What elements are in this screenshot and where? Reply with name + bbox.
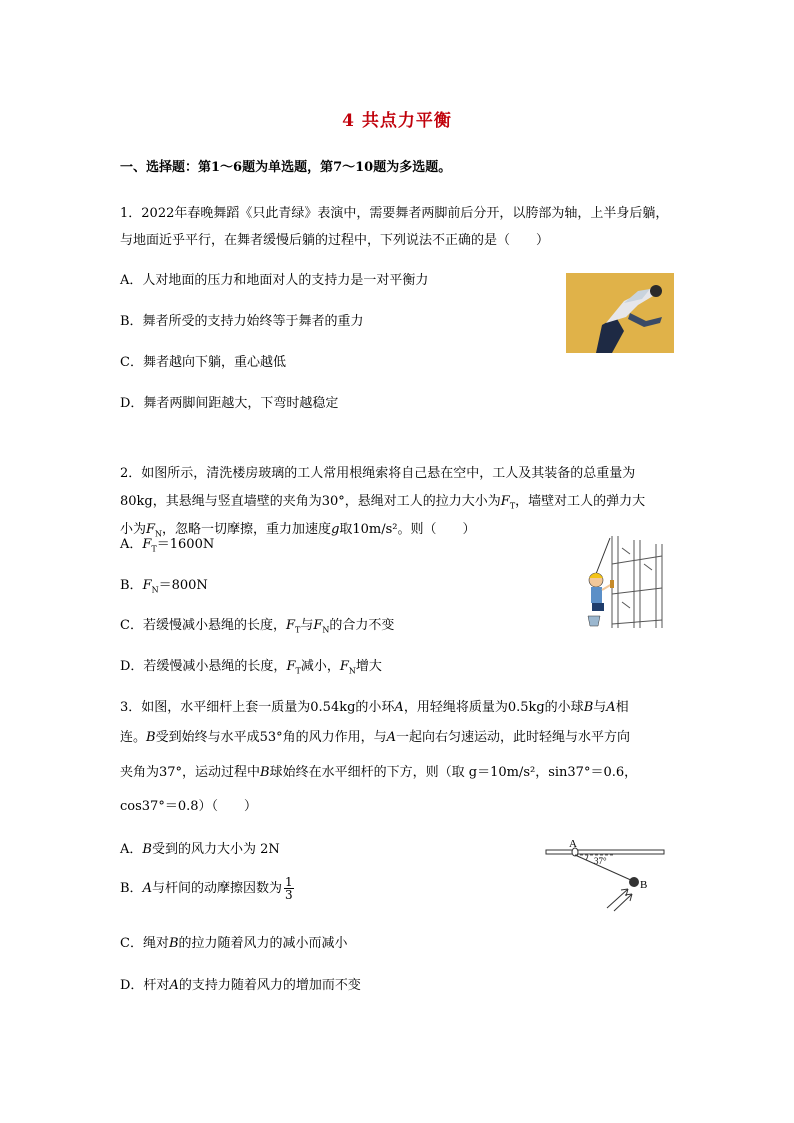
q1-stem-line2: 与地面近乎平行，在舞者缓慢后躺的过程中，下列说法不正确的是（ ） <box>120 233 550 248</box>
q3-option-c: C．绳对B的拉力随着风力的减小而减小 <box>120 936 348 951</box>
q1-stem-line1: 1．2022年春晚舞蹈《只此青绿》表演中，需要舞者两脚前后分开，以胯部为轴，上半身后躺， <box>120 206 669 221</box>
section-heading: 一、选择题：第1～6题为单选题，第7～10题为多选题。 <box>120 160 452 175</box>
q1-option-c: C．舞者越向下躺，重心越低 <box>120 355 286 370</box>
q2-option-d: D．若缓慢减小悬绳的长度，$F_T$减小，$F_N$增大 <box>120 659 382 676</box>
q3-stem-line2: 连。B受到始终与水平成53°角的风力作用，与A一起向右匀速运动，此时轻绳与水平方向 <box>120 730 631 745</box>
q2-option-c: C．若缓慢减小悬绳的长度，$F_T$与$F_N$的合力不变 <box>120 618 395 635</box>
label-b: B <box>640 879 648 891</box>
q1-option-a: A．人对地面的压力和地面对人的支持力是一对平衡力 <box>120 273 429 288</box>
q2-option-a: A．$F_T=1600N$ <box>120 537 215 554</box>
q3-option-d: D．杆对A的支持力随着风力的增加而不变 <box>120 978 361 993</box>
page-title: 4 共点力平衡 <box>342 111 452 131</box>
rod-ring-ball-figure <box>544 836 668 912</box>
q1-option-b: B．舞者所受的支持力始终等于舞者的重力 <box>120 314 364 329</box>
dancer-photo <box>566 273 674 353</box>
q2-option-b: B．$F_N=800N$ <box>120 578 208 595</box>
window-cleaner-figure <box>582 534 668 630</box>
q2-stem-line3: 小为$F_N$，忽略一切摩擦，重力加速度g取10m/s²。则（ ） <box>120 522 476 539</box>
q2-stem-line2: 80kg，其悬绳与竖直墙壁的夹角为30°，悬绳对工人的拉力大小为$F_T$，墙壁对工人的弹力大 <box>120 494 646 511</box>
fraction-one-third: $\frac{1}{3}$ <box>284 875 293 902</box>
q3-stem-line3: 夹角为37°，运动过程中B球始终在水平细杆的下方，则（取 g＝10m/s²，sin37°＝0.6， <box>120 765 638 780</box>
label-a: A <box>569 838 577 850</box>
angle-label: 37° <box>594 856 607 866</box>
q3-option-a: A．B受到的风力大小为 2N <box>120 842 280 857</box>
q3-stem-line1: 3．如图，水平细杆上套一质量为0.54kg的小环A，用轻绳将质量为0.5kg的小球B与A相 <box>120 700 629 715</box>
q3-stem-line4: cos37°＝0.8）（ ） <box>120 799 257 814</box>
q2-stem-line1: 2．如图所示，清洗楼房玻璃的工人常用根绳索将自己悬在空中，工人及其装备的总重量为 <box>120 466 636 481</box>
q1-option-d: D．舞者两脚间距越大，下弯时越稳定 <box>120 396 339 411</box>
q3-option-b: B．A与杆间的动摩擦因数为 $\frac{1}{3}$ <box>120 875 293 902</box>
